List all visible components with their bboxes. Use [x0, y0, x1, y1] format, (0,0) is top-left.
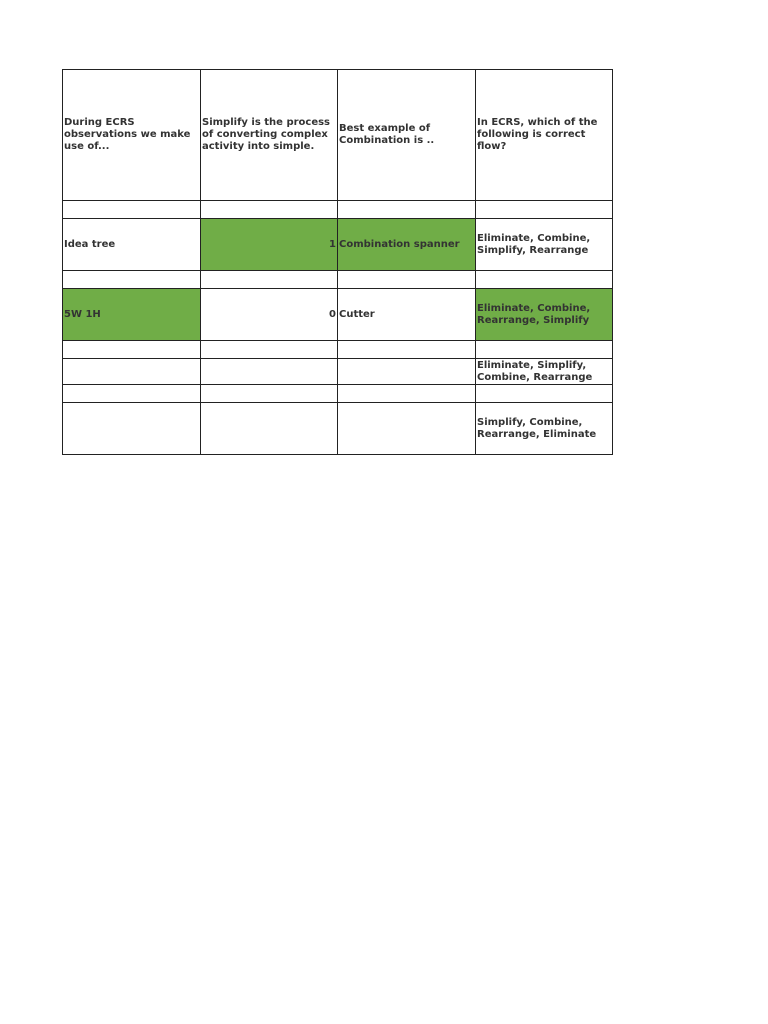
cell[interactable] [201, 271, 338, 289]
table-row [63, 219, 613, 271]
cell[interactable] [201, 385, 338, 403]
cell[interactable]: Eliminate, Combine, Simplify, Rearrange [476, 219, 613, 271]
header-row [63, 70, 613, 201]
quiz-sheet-table [62, 69, 613, 455]
cell[interactable] [338, 201, 476, 219]
cell[interactable]: Cutter [338, 289, 476, 341]
table-row [63, 271, 613, 289]
cell[interactable]: Eliminate, Simplify, Combine, Rearrange [476, 359, 613, 385]
cell-highlighted[interactable]: Combination spanner [338, 219, 476, 271]
cell[interactable] [476, 385, 613, 403]
header-cell-q3[interactable]: Best example of Combination is .. [338, 70, 476, 201]
cell[interactable] [63, 403, 201, 455]
cell[interactable] [63, 271, 201, 289]
cell[interactable] [63, 385, 201, 403]
table-row [63, 289, 613, 341]
cell[interactable] [63, 359, 201, 385]
cell[interactable] [201, 359, 338, 385]
cell[interactable] [338, 385, 476, 403]
table-row [63, 385, 613, 403]
cell[interactable] [338, 403, 476, 455]
cell[interactable] [338, 359, 476, 385]
table-row [63, 359, 613, 385]
cell[interactable] [63, 341, 201, 359]
cell[interactable] [338, 341, 476, 359]
cell[interactable] [201, 201, 338, 219]
cell-highlighted[interactable]: Eliminate, Combine, Rearrange, Simplify [476, 289, 613, 341]
cell[interactable] [338, 271, 476, 289]
cell[interactable]: Idea tree [63, 219, 201, 271]
header-cell-q4[interactable]: In ECRS, which of the following is correct flow? [476, 70, 613, 201]
cell[interactable]: Simplify, Combine, Rearrange, Eliminate [476, 403, 613, 455]
cell[interactable] [476, 201, 613, 219]
table-row [63, 341, 613, 359]
header-cell-q1[interactable]: During ECRS observations we make use of... [63, 70, 201, 201]
cell[interactable] [201, 403, 338, 455]
cell[interactable] [476, 341, 613, 359]
cell[interactable] [201, 341, 338, 359]
table-row [63, 403, 613, 455]
table-row [63, 201, 613, 219]
header-cell-q2[interactable]: Simplify is the process of converting complex activity into simple. [201, 70, 338, 201]
cell-highlighted[interactable]: 1 [201, 219, 338, 271]
cell[interactable]: 0 [201, 289, 338, 341]
cell[interactable] [476, 271, 613, 289]
cell[interactable] [63, 201, 201, 219]
cell-highlighted[interactable]: 5W 1H [63, 289, 201, 341]
